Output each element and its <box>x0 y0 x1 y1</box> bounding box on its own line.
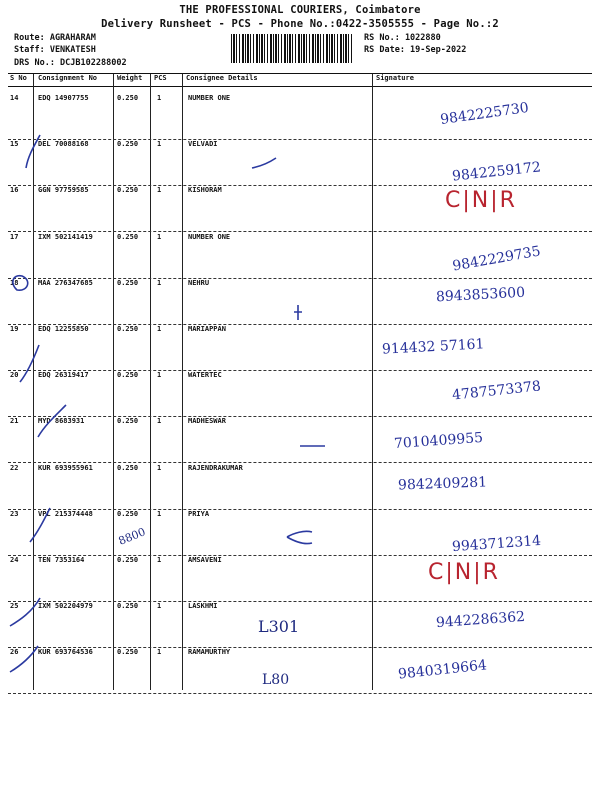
consignment-number: KUR 693764536 <box>38 648 93 657</box>
row-sno: 23 <box>10 509 19 518</box>
consignment-number: EDQ 12255850 <box>38 325 89 333</box>
row-pcs: 1 <box>157 94 162 102</box>
row-sno: 22 <box>10 463 19 472</box>
row-pcs: 1 <box>157 371 162 380</box>
consignee-name: NEHRU <box>188 278 210 287</box>
consignment-number: DEL 70088168 <box>38 140 89 149</box>
consignment-number: GGN 97759585 <box>38 186 89 195</box>
signature-phone: 9842229735 <box>451 242 542 275</box>
row-pcs: 1 <box>157 463 162 472</box>
cnr-stamp: C|N|R <box>428 560 500 585</box>
signature-phone: 9842409281 <box>397 474 488 494</box>
signature-phone: 9842225730 <box>439 99 530 129</box>
col-header-pcs: PCS <box>154 74 167 82</box>
signature-phone: 7010409955 <box>393 430 484 453</box>
row-sno: 25 <box>10 602 19 611</box>
col-header-signature: Signature <box>376 74 414 82</box>
consignment-number: TEN 7353164 <box>38 556 85 564</box>
handwritten-note: L301 <box>258 617 300 636</box>
signature-phone: 9442286362 <box>435 609 526 632</box>
consignment-number: MYD 8683931 <box>38 417 85 426</box>
consignee-name: MADHESWAR <box>188 417 226 426</box>
col-header-consignment: Consignment No <box>38 74 98 82</box>
signature-phone: 9840319664 <box>397 657 488 684</box>
row-weight: 0.250 <box>117 278 139 287</box>
consignee-name: LASKHMI <box>188 602 218 611</box>
consignee-name: RAJENDRAKUMAR <box>188 463 243 472</box>
consignee-name: NUMBER ONE <box>188 94 231 102</box>
consignee-name: AMSAVENI <box>188 556 222 564</box>
rs-date: RS Date: 19-Sep-2022 <box>364 45 467 55</box>
signature-phone: 9842259172 <box>451 159 542 185</box>
consignment-number: VPL 215374448 <box>38 509 93 518</box>
signature-phone: 8943853600 <box>435 284 526 306</box>
row-weight: 0.250 <box>117 140 139 149</box>
row-weight: 0.250 <box>117 556 139 564</box>
consignee-name: WATERTEC <box>188 371 222 380</box>
row-weight: 0.250 <box>117 417 139 426</box>
signature-phone: 914432 57161 <box>381 336 485 358</box>
row-weight: 0.250 <box>117 232 139 241</box>
signature-phone: 9943712314 <box>451 532 542 555</box>
row-sno: 17 <box>10 232 19 241</box>
consignment-number: IXM 502141419 <box>38 232 93 241</box>
row-sno: 20 <box>10 371 19 380</box>
route-label: Route: AGRAHARAM <box>14 33 96 43</box>
consignment-number: MAA 276347685 <box>38 278 93 287</box>
row-weight: 0.250 <box>117 325 139 333</box>
consignment-number: EDQ 14907755 <box>38 94 89 102</box>
row-pcs: 1 <box>157 325 162 333</box>
row-sno: 21 <box>10 417 19 426</box>
row-pcs: 1 <box>157 509 162 518</box>
row-sno: 15 <box>10 140 19 149</box>
row-pcs: 1 <box>157 186 162 195</box>
row-pcs: 1 <box>157 648 162 657</box>
consignee-name: VELVADI <box>188 140 218 149</box>
handwritten-note: 8800 <box>116 525 148 548</box>
row-sno: 26 <box>10 648 19 657</box>
row-pcs: 1 <box>157 417 162 426</box>
consignee-name: KISHORAM <box>188 186 222 195</box>
col-header-weight: Weight <box>117 74 143 82</box>
staff-label: Staff: VENKATESH <box>14 45 96 55</box>
row-sno: 19 <box>10 325 19 333</box>
drs-number: DRS No.: DCJB102288002 <box>14 58 127 68</box>
consignment-number: KUR 693955961 <box>38 463 93 472</box>
handwritten-note: L80 <box>262 672 290 688</box>
consignment-number: EDQ 26319417 <box>38 371 89 380</box>
row-weight: 0.250 <box>117 648 139 657</box>
row-weight: 0.250 <box>117 463 139 472</box>
row-pcs: 1 <box>157 602 162 611</box>
consignee-name: RAMAMURTHY <box>188 648 231 657</box>
cnr-stamp: C|N|R <box>445 188 517 214</box>
runsheet-subtitle: Delivery Runsheet - PCS - Phone No.:0422-3505555 - Page No.:2 <box>101 18 499 30</box>
row-weight: 0.250 <box>117 602 139 611</box>
col-header-consignee: Consignee Details <box>186 74 258 82</box>
row-weight: 0.250 <box>117 186 139 195</box>
row-weight: 0.250 <box>117 371 139 380</box>
signature-phone: 4787573378 <box>451 378 542 404</box>
row-pcs: 1 <box>157 278 162 287</box>
consignee-name: MARIAPPAN <box>188 325 226 333</box>
consignee-name: NUMBER ONE <box>188 232 231 241</box>
row-sno: 16 <box>10 186 19 195</box>
consignee-name: PRIYA <box>188 509 210 518</box>
company-title: THE PROFESSIONAL COURIERS, Coimbatore <box>179 4 421 16</box>
row-weight: 0.250 <box>117 509 139 518</box>
row-pcs: 1 <box>157 140 162 149</box>
col-header-sno: S No <box>10 74 27 82</box>
row-sno: 18 <box>10 278 19 287</box>
row-sno: 14 <box>10 94 19 102</box>
row-pcs: 1 <box>157 232 162 241</box>
row-sno: 24 <box>10 556 19 564</box>
rs-number: RS No.: 1022880 <box>364 33 441 43</box>
row-weight: 0.250 <box>117 94 139 102</box>
consignment-number: IXM 502204979 <box>38 602 93 611</box>
row-pcs: 1 <box>157 556 162 564</box>
